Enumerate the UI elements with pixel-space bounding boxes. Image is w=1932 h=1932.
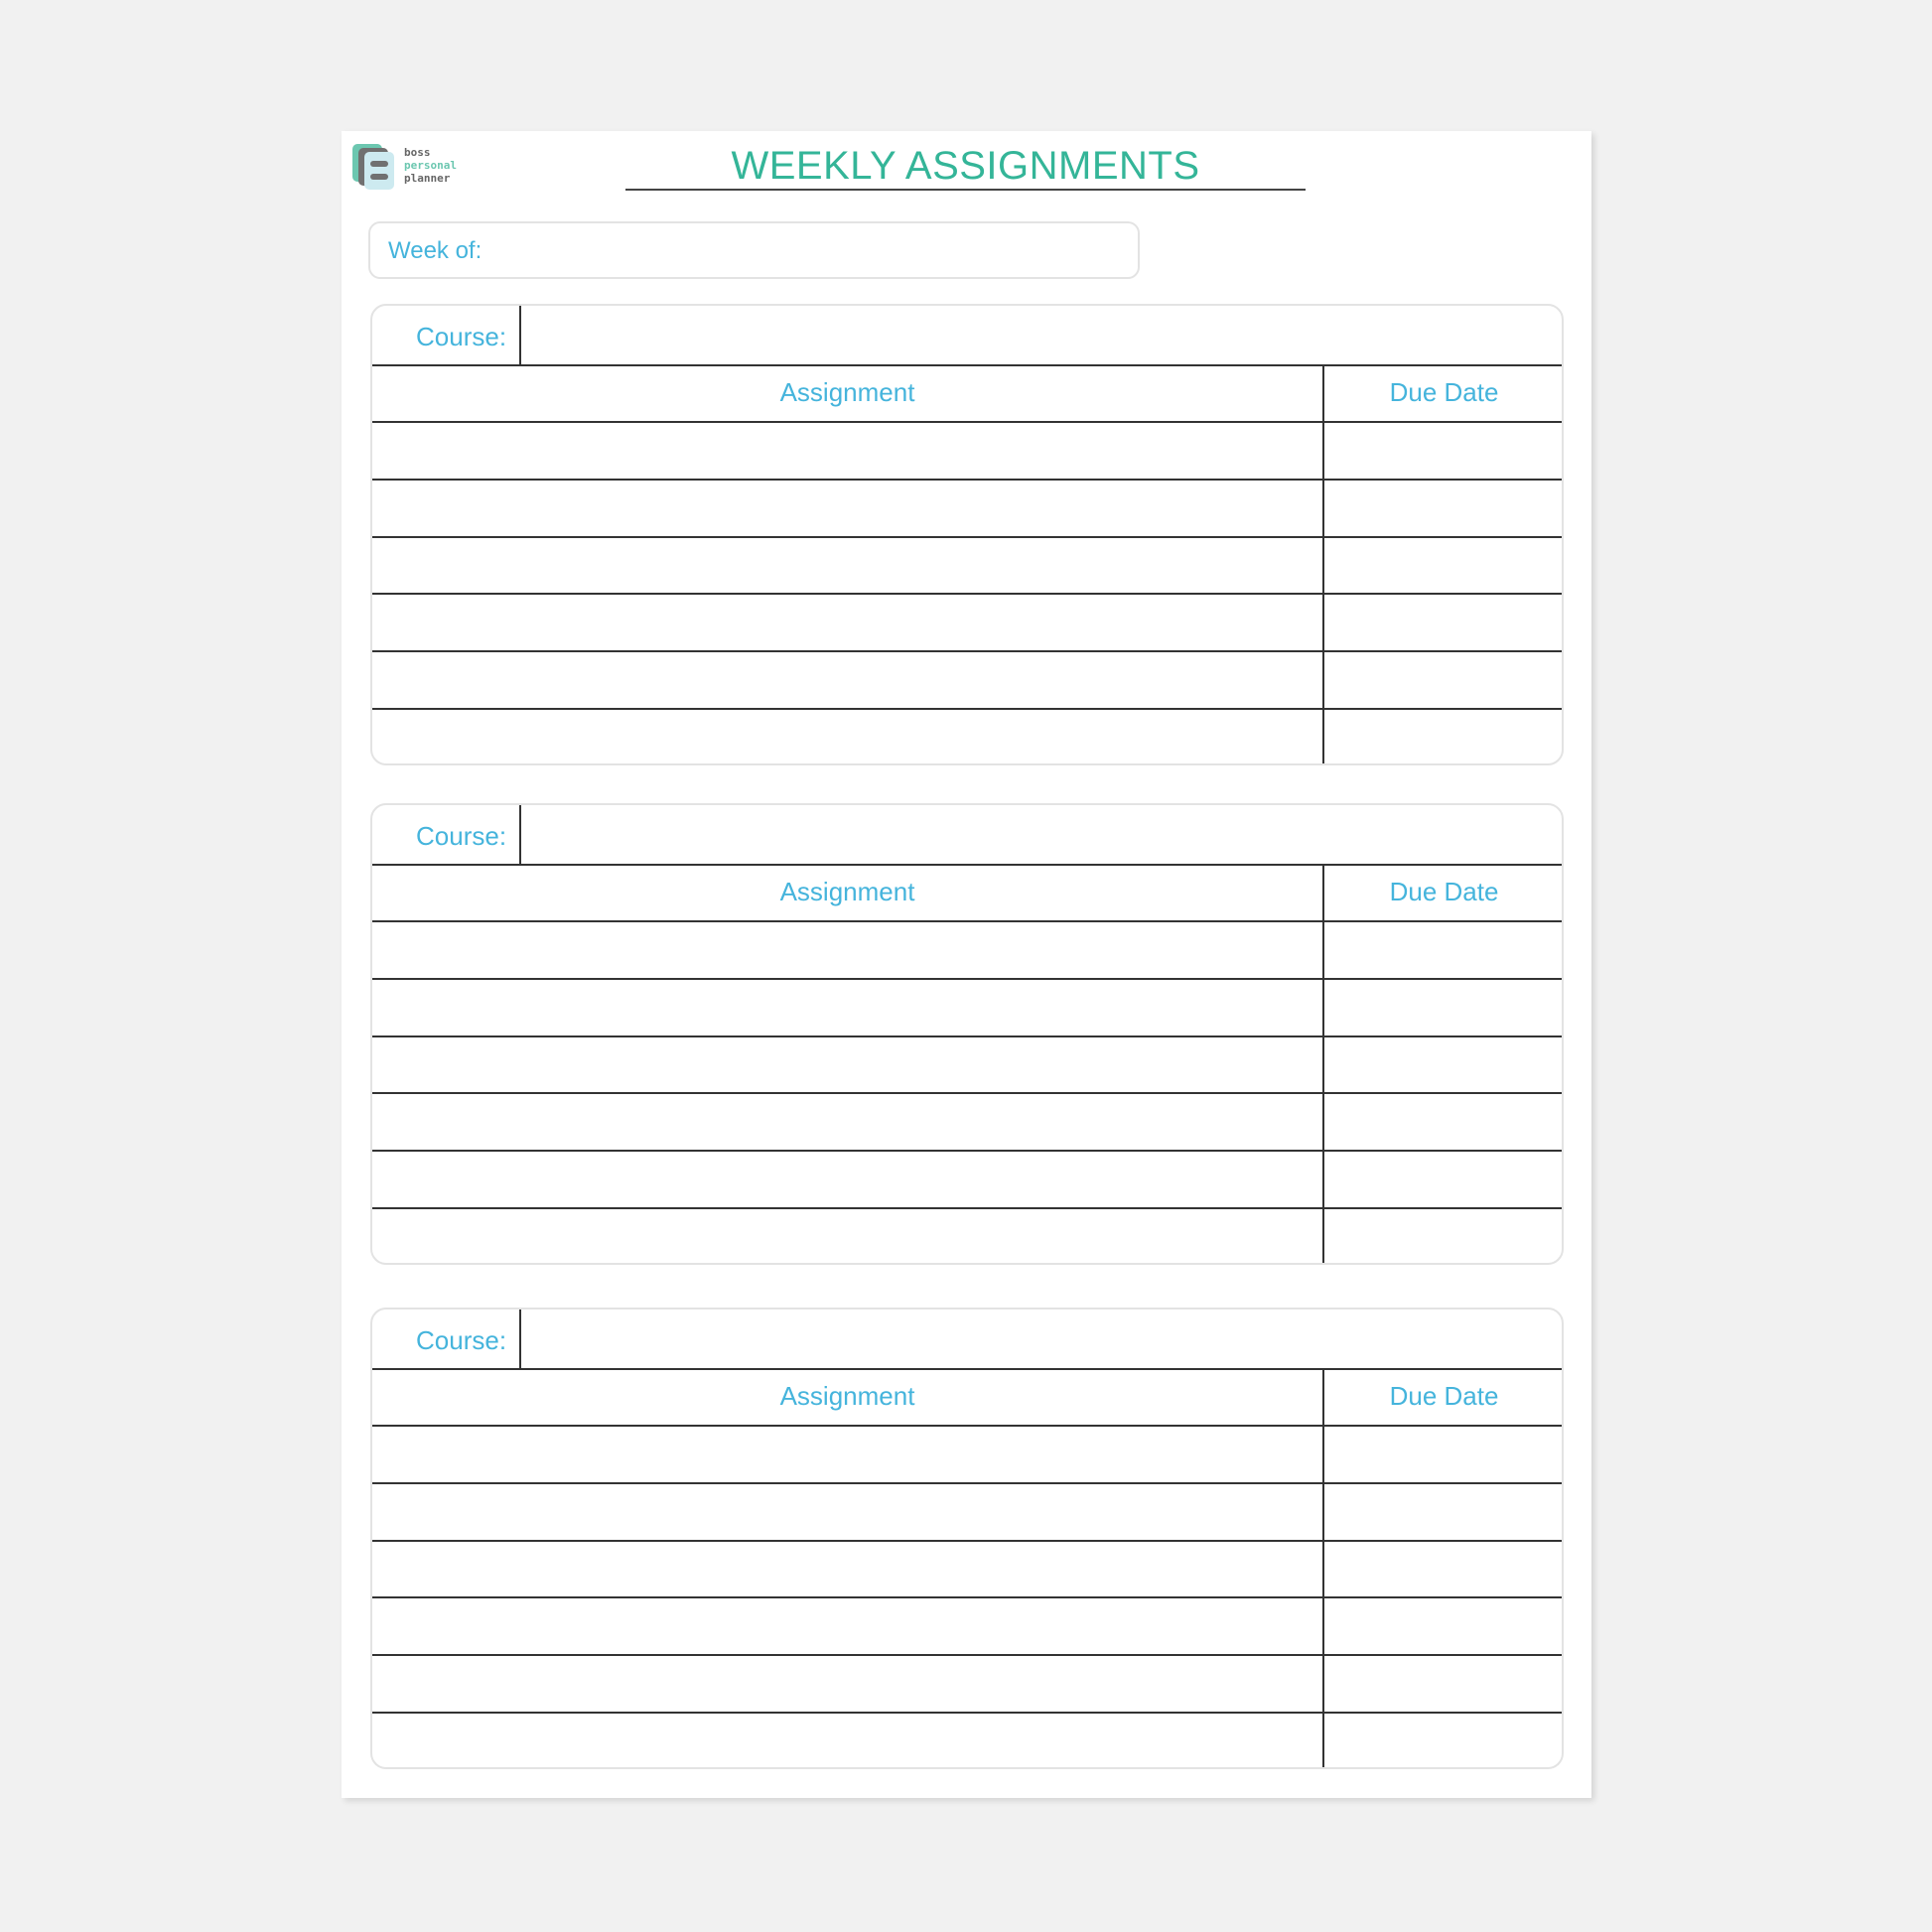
course-name-field[interactable] <box>521 306 1562 364</box>
assignment-cell[interactable] <box>372 1598 1322 1654</box>
due-date-cell[interactable] <box>1324 423 1562 479</box>
due-date-cell[interactable] <box>1324 1656 1562 1712</box>
brand-line-personal: personal <box>404 159 457 172</box>
due-date-cell[interactable] <box>1324 595 1562 650</box>
due-date-column-header: Due Date <box>1389 877 1499 906</box>
brand-name <box>404 146 457 185</box>
assignment-cell[interactable] <box>372 922 1322 978</box>
table-row <box>372 922 1562 978</box>
due-date-cell[interactable] <box>1324 1542 1562 1597</box>
table-row <box>372 481 1562 536</box>
table-row <box>372 1037 1562 1093</box>
due-date-cell[interactable] <box>1324 538 1562 594</box>
due-date-cell[interactable] <box>1324 481 1562 536</box>
table-row <box>372 1209 1562 1265</box>
course-label: Course: <box>416 1325 507 1355</box>
divider <box>372 864 1562 866</box>
course-label: Course: <box>416 322 507 351</box>
course-label: Course: <box>416 821 507 851</box>
assignment-cell[interactable] <box>372 1656 1322 1712</box>
assignment-cell[interactable] <box>372 538 1322 594</box>
stacked-pages-logo-icon <box>352 144 396 190</box>
title-underline <box>625 189 1306 191</box>
assignment-cell[interactable] <box>372 1037 1322 1093</box>
brand-line-boss: boss <box>404 146 431 159</box>
due-date-cell[interactable] <box>1324 1094 1562 1150</box>
assignment-cell[interactable] <box>372 1542 1322 1597</box>
due-date-cell[interactable] <box>1324 1209 1562 1265</box>
table-row <box>372 1484 1562 1540</box>
due-date-cell[interactable] <box>1324 1484 1562 1540</box>
assignment-cell[interactable] <box>372 1094 1322 1150</box>
assignment-cell[interactable] <box>372 595 1322 650</box>
due-date-cell[interactable] <box>1324 652 1562 708</box>
course-section-3 <box>370 1308 1564 1769</box>
assignment-cell[interactable] <box>372 481 1322 536</box>
table-row <box>372 1714 1562 1769</box>
assignment-cell[interactable] <box>372 980 1322 1035</box>
assignment-column-header: Assignment <box>779 877 915 906</box>
table-row <box>372 1094 1562 1150</box>
due-date-cell[interactable] <box>1324 922 1562 978</box>
brand-line-planner: planner <box>404 172 451 185</box>
due-date-cell[interactable] <box>1324 1037 1562 1093</box>
table-row <box>372 980 1562 1035</box>
divider <box>372 364 1562 366</box>
assignment-column-header: Assignment <box>779 377 915 407</box>
due-date-column-header: Due Date <box>1389 1381 1499 1411</box>
due-date-cell[interactable] <box>1324 1714 1562 1769</box>
due-date-cell[interactable] <box>1324 980 1562 1035</box>
table-row <box>372 423 1562 479</box>
assignment-column-header: Assignment <box>779 1381 915 1411</box>
due-date-cell[interactable] <box>1324 710 1562 765</box>
course-section-2 <box>370 803 1564 1265</box>
course-name-field[interactable] <box>521 1310 1562 1368</box>
brand-logo <box>352 144 491 192</box>
due-date-column-header: Due Date <box>1389 377 1499 407</box>
divider <box>372 1368 1562 1370</box>
due-date-cell[interactable] <box>1324 1427 1562 1482</box>
table-row <box>372 1656 1562 1712</box>
assignment-cell[interactable] <box>372 423 1322 479</box>
assignment-cell[interactable] <box>372 710 1322 765</box>
due-date-cell[interactable] <box>1324 1152 1562 1207</box>
table-row <box>372 595 1562 650</box>
due-date-cell[interactable] <box>1324 1598 1562 1654</box>
assignment-cell[interactable] <box>372 1427 1322 1482</box>
table-row <box>372 1152 1562 1207</box>
assignment-cell[interactable] <box>372 1714 1322 1769</box>
table-row <box>372 1542 1562 1597</box>
assignment-cell[interactable] <box>372 1484 1322 1540</box>
week-of-field[interactable] <box>368 221 1140 279</box>
table-row <box>372 538 1562 594</box>
table-row <box>372 1427 1562 1482</box>
course-name-field[interactable] <box>521 805 1562 864</box>
assignment-cell[interactable] <box>372 652 1322 708</box>
table-row <box>372 710 1562 765</box>
week-of-label: Week of: <box>388 237 483 264</box>
course-section-1 <box>370 304 1564 765</box>
table-row <box>372 1598 1562 1654</box>
assignment-cell[interactable] <box>372 1152 1322 1207</box>
assignment-cell[interactable] <box>372 1209 1322 1265</box>
page-title: WEEKLY ASSIGNMENTS <box>731 144 1200 188</box>
table-row <box>372 652 1562 708</box>
